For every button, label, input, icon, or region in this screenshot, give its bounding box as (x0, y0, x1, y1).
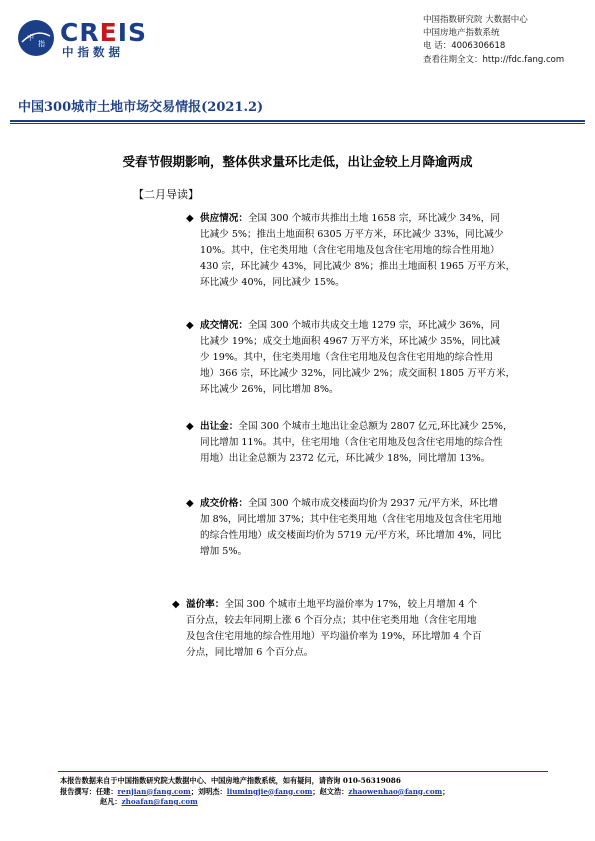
section-label: 供应情况： (200, 213, 248, 224)
guide-heading: 【二月导读】 (133, 188, 199, 201)
diamond-bullet-icon: ◆ (186, 498, 194, 509)
diamond-bullet-icon: ◆ (186, 320, 194, 331)
author-email-link[interactable]: liumingjie@fang.com (226, 786, 313, 796)
author-email-link[interactable]: zhaowenhao@fang.com (348, 786, 443, 796)
section-line: 出让金：全国 300 个城市土地出让金总额为 2807 亿元,环比减少 25%， (200, 421, 513, 432)
section-line: 百分点，较去年同期上涨 6 个百分点；其中住宅类用地（含住宅用地 (186, 615, 477, 626)
section-line: 环比减少 40%，同比减少 15%。 (200, 277, 345, 288)
section-label: 成交价格： (200, 498, 248, 509)
section-line: 同比增加 11%。其中，住宅用地（含住宅用地及包含住宅用地的综合性 (200, 437, 503, 448)
footer-source: 本报告数据来自于中国指数研究院大数据中心、中国房地产指数系统，如有疑问，请咨询 010-56319086 (60, 776, 401, 785)
section-line: 溢价率：全国 300 个城市土地平均溢价率为 17%，较上月增加 4 个 (186, 599, 478, 610)
svg-text:指: 指 (38, 40, 45, 48)
section-line: 用地）出让金总额为 2372 亿元，环比减少 18%，同比增加 13%。 (200, 453, 491, 464)
section-line: 分点，同比增加 6 个百分点。 (186, 647, 314, 658)
footer-rule (58, 771, 548, 772)
logo-brand-cn: 中指数据 (62, 45, 124, 59)
section-premium-rate (172, 597, 566, 661)
section-label: 成交情况： (200, 320, 248, 331)
section-line: 成交价格：全国 300 个城市成交楼面均价为 2937 元/平方米，环比增 (200, 498, 499, 509)
logo-emblem-icon (18, 20, 54, 56)
contact-system: 中国房地产指数系统 (423, 28, 500, 39)
footer-authors: 报告撰写：任建：renjian@fang.com；刘明杰：liumingjie@fang.com；赵文浩：zhaowenhao@fang.com； (60, 786, 450, 796)
author-email-link[interactable]: renjian@fang.com (117, 786, 191, 796)
title-rule (10, 120, 585, 122)
section-land-revenue (186, 419, 560, 467)
footer-authors-2: 赵凡：zhoafan@fang.com (100, 797, 198, 806)
report-title: 中国300城市土地市场交易情报(2021.2) (18, 100, 264, 115)
headline: 受春节假期影响，整体供求量环比走低，出让金较上月降逾两成 (122, 154, 473, 169)
logo-brand-text: CREIS (60, 18, 147, 47)
section-line: 430 宗，环比减少 43%，同比减少 8%；推出土地面积 1965 万平方米， (200, 261, 516, 272)
contact-org: 中国指数研究院 大数据中心 (423, 15, 528, 25)
footer (60, 776, 449, 808)
diamond-bullet-icon: ◆ (186, 421, 194, 432)
section-line: 供应情况：全国 300 个城市共推出土地 1658 宗，环比减少 34%，同 (200, 213, 500, 224)
section-line: 成交情况：全国 300 个城市共成交土地 1279 宗，环比减少 36%，同 (200, 320, 500, 331)
section-line: 比减少 5%；推出土地面积 6305 万平方米，环比减少 33%，同比减少 (200, 229, 504, 240)
section-label: 溢价率： (186, 599, 225, 610)
section-line: 的综合性用地）成交楼面均价为 5719 元/平方米，环比增加 4%，同比 (200, 530, 502, 541)
report-title-bar (0, 92, 595, 118)
section-price (186, 496, 560, 560)
diamond-bullet-icon: ◆ (186, 213, 194, 224)
logo-emblem (18, 20, 54, 56)
section-line: 10%。其中，住宅类用地（含住宅用地及包含住宅用地的综合性用地） (200, 245, 500, 256)
section-label: 出让金： (200, 421, 239, 432)
section-line: 比减少 19%；成交土地面积 4967 万平方米，环比减少 35%，同比减 (200, 336, 500, 347)
section-line: 及包含住宅用地的综合性用地）平均溢价率为 19%，环比增加 4 个百 (186, 631, 482, 642)
title-rule-thin (10, 123, 585, 124)
section-transactions (186, 318, 560, 398)
section-line: 增加 5%。 (200, 546, 248, 557)
diamond-bullet-icon: ◆ (172, 599, 180, 610)
contact-phone: 电 话：4006306618 (423, 41, 506, 52)
section-supply (186, 211, 560, 291)
section-line: 地）366 宗，环比减少 32%，同比减少 2%；成交面积 1805 万平方米， (200, 368, 516, 379)
svg-text:中: 中 (27, 34, 34, 42)
contact-archive-link[interactable]: 查看往期全文：http://fdc.fang.com (423, 54, 565, 65)
section-line: 环比减少 26%，同比增加 8%。 (200, 384, 339, 395)
contact-block (423, 14, 564, 67)
section-line: 少 19%。其中，住宅类用地（含住宅用地及包含住宅用地的综合性用 (200, 352, 493, 363)
creis-logo (18, 20, 188, 60)
section-line: 加 8%，同比增加 37%；其中住宅类用地（含住宅用地及包含住宅用地 (200, 514, 502, 525)
author-email-link[interactable]: zhoafan@fang.com (121, 797, 198, 806)
